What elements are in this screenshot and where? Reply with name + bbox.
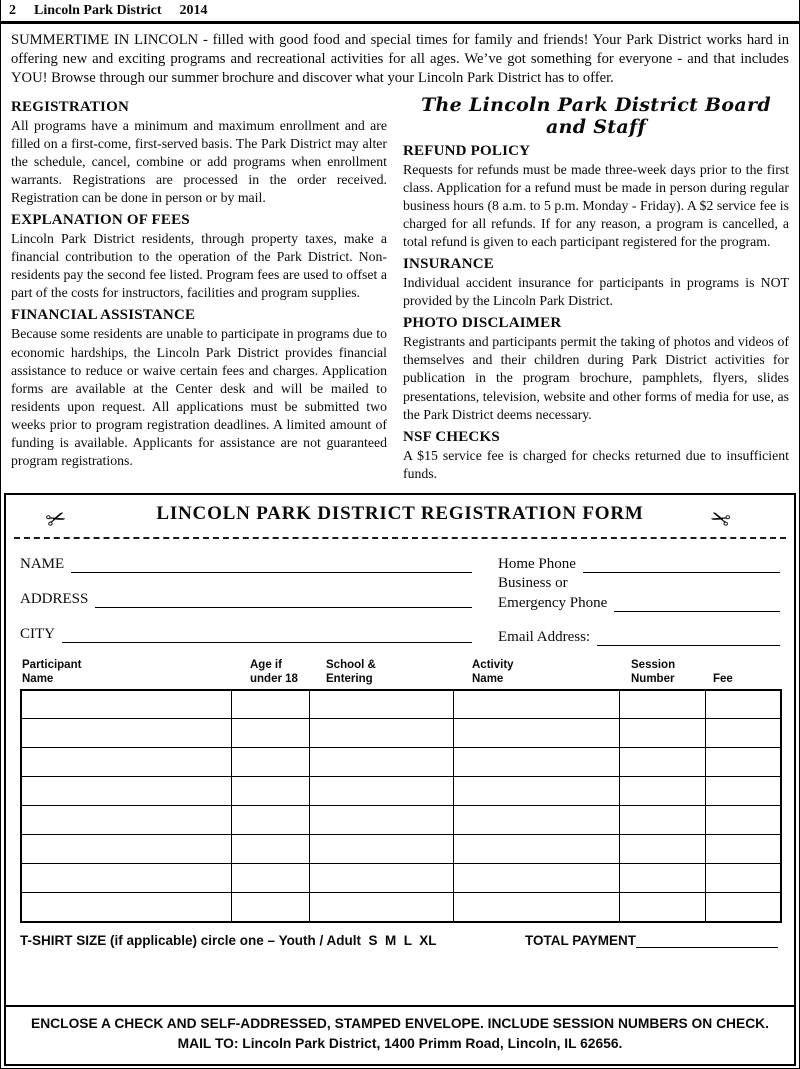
table-cell-empty [231,748,309,777]
left-column [11,94,387,483]
right-column [403,94,789,483]
section-body: All programs have a minimum and maximum enrollment and are filled on a first-come, first-served basis. The Park District may alter the schedule, cancel, combine or add programs when enrollment warrants. Registrations are processed in the order received. Registration can be done in person or by mail. [11,117,387,206]
table-cell-empty [705,893,781,922]
city-blank-line [62,625,472,643]
total-payment-blank-line [636,934,778,948]
section-body: Because some residents are unable to participate in programs due to economic hardships, the Lincoln Park District provides financial assistance to reduce or waive certain fees and charges. Application forms are available at the Center desk and will be mailed to residents upon request. All applications must be submitted two weeks prior to program registration deadlines. A limited amount of funding is available. Applicants for assistance are not guaranteed program registrations. [11,326,387,468]
table-cell-empty [453,835,619,864]
table-cell-empty [619,777,705,806]
section-body: Requests for refunds must be made three-week days prior to the first class. Application for a refund must be made in person during regular business hours (8 a.m. to 5 p.m. Monday - Friday). A $2 service fee is charged for all refunds. If for any reason, a program is cancelled, a total refund is given to each participant registered for the program. [403,161,789,250]
column-header-line: under 18 [250,672,298,685]
header-title: Lincoln Park District [34,3,162,18]
column-header-school [308,658,452,686]
table-cell-empty [231,806,309,835]
table-cell-empty [309,719,453,748]
table-cell-empty [453,806,619,835]
column-header-line: Name [22,672,54,685]
table-cell-empty [619,690,705,719]
name-label: NAME [20,555,65,572]
table-cell-empty [619,806,705,835]
table-cell-empty [619,864,705,893]
running-header [1,0,799,24]
column-header-age [230,658,308,686]
table-cell-empty [21,690,231,719]
table-cell-empty [705,719,781,748]
table-cell-empty [231,777,309,806]
table-row [21,806,781,835]
table-cell-empty [705,777,781,806]
section-photo-disclaimer [403,315,789,423]
address-blank-line [95,590,472,608]
column-header-line: Participant [22,658,82,671]
column-header-line: Age if [250,658,282,671]
table-cell-empty [705,806,781,835]
two-column-area [1,92,799,487]
email-blank-line [597,628,780,646]
section-heading: PHOTO DISCLAIMER [403,315,562,332]
table-cell-empty [309,835,453,864]
scissors-icon: ✂ [42,502,70,536]
section-heading: FINANCIAL ASSISTANCE [11,307,196,324]
table-cell-empty [453,719,619,748]
address-label: ADDRESS [20,590,89,607]
table-cell-empty [619,893,705,922]
table-cell-empty [231,690,309,719]
enclose-check-line: ENCLOSE A CHECK AND SELF-ADDRESSED, STAMPED ENVELOPE. INCLUDE SESSION NUMBERS ON CHECK. [31,1015,769,1031]
table-cell-empty [619,748,705,777]
column-header-line: Name [472,672,504,685]
column-header-line: Entering [326,672,373,685]
table-cell-empty [309,806,453,835]
section-heading: EXPLANATION OF FEES [11,212,190,229]
section-body: A $15 service fee is charged for checks returned due to insufficient funds. [403,447,789,481]
table-row [21,719,781,748]
table-cell-empty [705,690,781,719]
table-row [21,893,781,922]
table-cell-empty [705,748,781,777]
tshirt-size-row [6,923,794,954]
cut-line-area [6,495,794,545]
table-cell-empty [231,719,309,748]
table-cell-empty [309,864,453,893]
section-heading: REGISTRATION [11,98,129,115]
column-header-line: Number [631,672,675,685]
table-cell-empty [231,864,309,893]
home-phone-field-row [498,555,780,573]
city-field-row [20,625,472,643]
registration-table-body [21,690,781,922]
table-cell-empty [705,864,781,893]
contact-fields [6,545,794,652]
total-payment-field [525,933,778,948]
table-cell-empty [309,690,453,719]
table-cell-empty [309,893,453,922]
contact-fields-left [20,555,472,646]
column-header-line: School & [326,658,376,671]
table-cell-empty [21,893,231,922]
business-or-label: Business or [498,574,568,591]
table-cell-empty [309,777,453,806]
section-body: Individual accident insurance for participants in programs is NOT provided by the Lincoln Park District. [403,275,789,309]
email-label: Email Address: [498,628,591,645]
address-field-row [20,590,472,608]
column-header-participant-name [20,658,230,686]
table-cell-empty [619,835,705,864]
registration-table [20,689,782,923]
emergency-phone-field-row [498,594,780,612]
section-body: Lincoln Park District residents, through property taxes, make a financial contribution to the operation of the Park District. Non-residents pay the second fee listed. Program fees are used to offset a part of the costs for instructors, facilities and program supplies. [11,231,387,301]
board-and-staff-heading: The Lincoln Park District Board and Staff [421,93,771,138]
section-financial-assistance [11,307,387,470]
table-cell-empty [21,806,231,835]
column-header-line [713,658,780,672]
name-field-row [20,555,472,573]
dashed-cut-line [14,537,786,539]
table-cell-empty [21,777,231,806]
table-cell-empty [619,719,705,748]
city-label: CITY [20,625,55,642]
emergency-phone-blank-line [614,594,780,612]
column-header-line: Fee [713,672,733,685]
table-header-row [20,658,780,686]
section-heading: INSURANCE [403,256,494,273]
header-year: 2014 [179,3,208,18]
total-payment-label: TOTAL PAYMENT [524,932,636,948]
section-explanation-of-fees [11,212,387,302]
column-header-session-number [618,658,704,686]
section-refund-policy [403,143,789,251]
table-row [21,748,781,777]
section-body: Registrants and participants permit the taking of photos and videos of themselves and their children during Park District activities for publication in the program brochure, pamphlets, flyers, slides presentations, television, website and other forms of media for use, as the Park District deems necessary. [403,334,789,422]
column-header-activity-name [452,658,618,686]
section-heading: REFUND POLICY [403,142,531,159]
column-header-fee [704,658,780,686]
table-row [21,777,781,806]
table-cell-empty [21,719,231,748]
table-row [21,835,781,864]
table-cell-empty [309,748,453,777]
table-cell-empty [21,835,231,864]
contact-fields-right [498,555,780,646]
table-cell-empty [231,893,309,922]
mailing-instructions [6,1005,794,1064]
table-cell-empty [453,690,619,719]
scissors-icon: ✂ [706,502,734,536]
table-cell-empty [453,893,619,922]
section-insurance [403,256,789,310]
table-cell-empty [705,835,781,864]
mail-to-line: MAIL TO: Lincoln Park District, 1400 Primm Road, Lincoln, IL 62656. [177,1036,623,1052]
table-row [21,864,781,893]
table-cell-empty [453,864,619,893]
section-registration [11,99,387,207]
table-cell-empty [21,864,231,893]
home-phone-label: Home Phone [498,555,576,572]
section-nsf-checks [403,429,789,483]
table-cell-empty [21,748,231,777]
email-field-row [498,628,780,646]
name-blank-line [71,555,472,573]
home-phone-blank-line [583,555,780,573]
column-header-line: Activity [472,658,514,671]
column-header-line: Session [631,658,676,671]
section-heading: NSF CHECKS [403,428,500,445]
tshirt-size-label: T-SHIRT SIZE (if applicable) circle one – Youth / Adult S M L XL [20,932,437,948]
form-title: LINCOLN PARK DISTRICT REGISTRATION FORM [156,502,644,524]
page-number: 2 [9,3,16,18]
table-row [21,690,781,719]
registration-form [4,493,796,1066]
table-cell-empty [453,748,619,777]
table-cell-empty [453,777,619,806]
intro-paragraph: SUMMERTIME IN LINCOLN - filled with good food and special times for family and friends! Your Park District works hard in offering new and exciting programs and recreational activities for all ages. We’ve got something for everyone - and that includes YOU! Browse through our summer brochure and discover what your Lincoln Park District has to offer. [11,32,789,86]
emergency-phone-label: Emergency Phone [498,594,608,611]
table-cell-empty [231,835,309,864]
